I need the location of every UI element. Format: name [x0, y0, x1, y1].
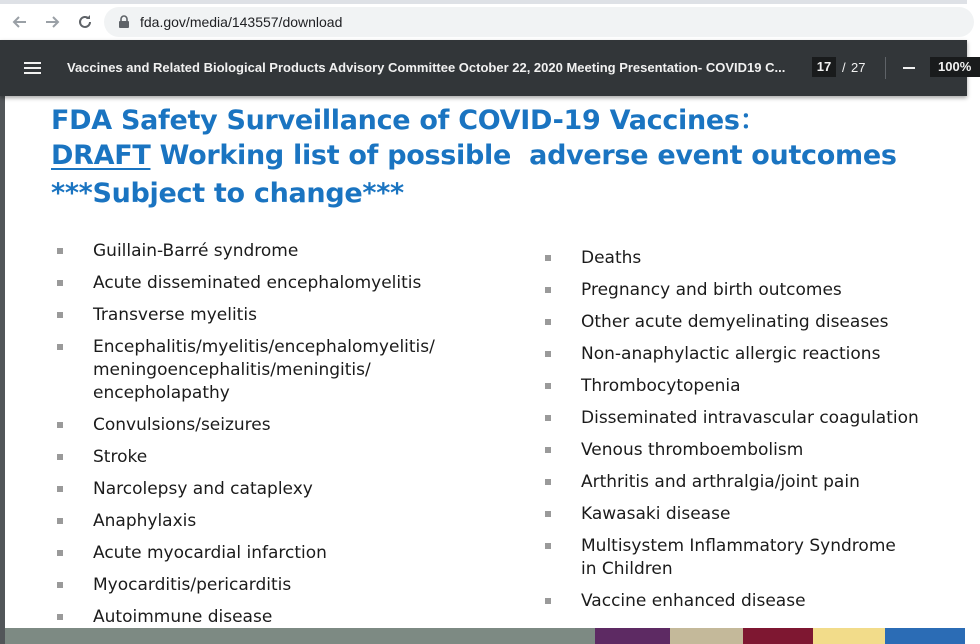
footer-band-segment — [5, 628, 595, 644]
list-item-text: Vaccine enhanced disease — [581, 591, 806, 611]
footer-band-segment — [670, 628, 743, 644]
page-separator: / — [842, 60, 846, 75]
square-bullet-icon — [57, 454, 63, 460]
square-bullet-icon — [57, 518, 63, 524]
reload-icon — [77, 14, 93, 30]
square-bullet-icon — [57, 344, 63, 350]
list-item — [545, 343, 919, 366]
square-bullet-icon — [57, 280, 63, 286]
list-item — [57, 336, 435, 405]
slide-title-line-2 — [51, 140, 897, 171]
minus-icon[interactable] — [903, 67, 915, 69]
square-bullet-icon — [545, 479, 551, 485]
list-item-text: Transverse myelitis — [93, 305, 257, 325]
list-item — [545, 439, 919, 462]
list-item-text: Anaphylaxis — [93, 511, 197, 531]
url-text[interactable]: fda.gov/media/143557/download — [140, 14, 343, 30]
list-item-text: Convulsions/seizures — [93, 415, 271, 435]
footer-band-segment — [885, 628, 965, 644]
list-item — [57, 606, 435, 629]
zoom-input[interactable]: 100% — [930, 57, 980, 77]
list-item — [545, 471, 919, 494]
total-pages: 27 — [851, 60, 866, 75]
footer-band-segment — [743, 628, 813, 644]
list-item-text: Thrombocytopenia — [581, 376, 741, 396]
list-item — [57, 574, 435, 597]
right-outcome-list — [545, 247, 919, 622]
list-item-text: Kawasaki disease — [581, 504, 731, 524]
list-item — [545, 279, 919, 302]
list-item-text: meningoencephalitis/meningitis/ — [93, 360, 371, 380]
list-item — [545, 503, 919, 526]
pdf-toolbar — [0, 40, 972, 96]
square-bullet-icon — [57, 486, 63, 492]
list-item-text: in Children — [581, 559, 673, 579]
left-outcome-list — [57, 240, 435, 638]
back-button[interactable] — [8, 10, 32, 34]
square-bullet-icon — [57, 582, 63, 588]
square-bullet-icon — [545, 511, 551, 517]
footer-band-segment — [813, 628, 885, 644]
list-item-text: Encephalitis/myelitis/encephalomyelitis/ — [93, 337, 435, 357]
lock-icon — [118, 15, 130, 29]
list-item-text: Acute disseminated encephalomyelitis — [93, 273, 422, 293]
square-bullet-icon — [545, 383, 551, 389]
square-bullet-icon — [57, 248, 63, 254]
list-item — [545, 590, 919, 613]
list-item-text: Arthritis and arthralgia/joint pain — [581, 472, 860, 492]
list-item — [57, 510, 435, 533]
slide-title-line-3: ***Subject to change*** — [51, 178, 404, 209]
pdf-viewport[interactable] — [0, 96, 967, 644]
list-item — [57, 478, 435, 501]
list-item-text: Pregnancy and birth outcomes — [581, 280, 842, 300]
square-bullet-icon — [57, 614, 63, 620]
toolbar-divider — [885, 57, 886, 79]
reload-button[interactable] — [73, 10, 97, 34]
page-number-input[interactable]: 17 — [812, 57, 836, 77]
square-bullet-icon — [545, 255, 551, 261]
address-bar[interactable] — [104, 7, 974, 37]
list-item-text: Guillain-Barré syndrome — [93, 241, 299, 261]
list-item — [57, 446, 435, 469]
list-item-text: Other acute demyelinating diseases — [581, 312, 889, 332]
list-item-text: Disseminated intravascular coagulation — [581, 408, 919, 428]
list-item-text: Multisystem Inflammatory Syndrome — [581, 536, 896, 556]
square-bullet-icon — [545, 287, 551, 293]
square-bullet-icon — [57, 422, 63, 428]
list-item-text: Acute myocardial infarction — [93, 543, 327, 563]
square-bullet-icon — [545, 415, 551, 421]
list-item-text: Myocarditis/pericarditis — [93, 575, 292, 595]
arrow-left-icon — [12, 14, 28, 30]
hamburger-menu-icon[interactable] — [22, 58, 44, 78]
list-item-text: Non-anaphylactic allergic reactions — [581, 344, 881, 364]
list-item — [57, 414, 435, 437]
list-item — [545, 407, 919, 430]
list-item — [545, 535, 919, 581]
footer-band-segment — [595, 628, 670, 644]
list-item — [545, 311, 919, 334]
square-bullet-icon — [545, 598, 551, 604]
slide-title-line-1: FDA Safety Surveillance of COVID-19 Vaccines： — [51, 105, 767, 136]
list-item — [57, 240, 435, 263]
list-item-text: Venous thromboembolism — [581, 440, 804, 460]
slide-title-line-2-rest: Working list of possible adverse event outcomes — [150, 140, 897, 171]
square-bullet-icon — [57, 312, 63, 318]
list-item — [57, 542, 435, 565]
list-item — [545, 247, 919, 270]
square-bullet-icon — [545, 543, 551, 549]
square-bullet-icon — [57, 550, 63, 556]
draft-label: DRAFT — [51, 140, 151, 171]
square-bullet-icon — [545, 447, 551, 453]
arrow-right-icon — [44, 14, 60, 30]
list-item-text: encepholapathy — [93, 383, 230, 403]
list-item-text: Stroke — [93, 447, 148, 467]
list-item — [545, 375, 919, 398]
list-item-text: Narcolepsy and cataplexy — [93, 479, 313, 499]
list-item — [57, 304, 435, 327]
list-item-text: Autoimmune disease — [93, 607, 273, 627]
pdf-page — [5, 96, 972, 644]
square-bullet-icon — [545, 351, 551, 357]
forward-button[interactable] — [40, 10, 64, 34]
browser-chrome — [0, 0, 967, 40]
list-item-text: Deaths — [581, 248, 642, 268]
document-title: Vaccines and Related Biological Products Advisory Committee October 22, 2020 Meeting Presentation- COVID19 C... — [67, 60, 786, 75]
square-bullet-icon — [545, 319, 551, 325]
list-item — [57, 272, 435, 295]
